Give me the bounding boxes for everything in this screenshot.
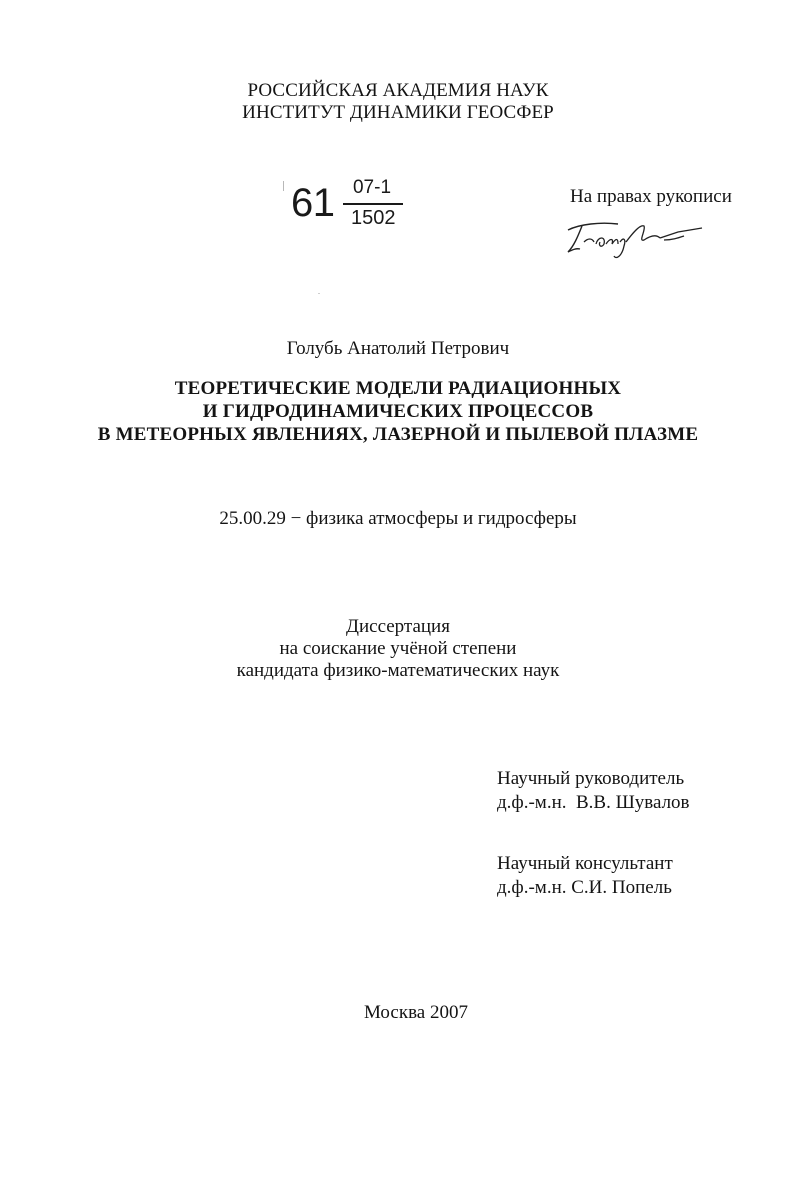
institution-institute: ИНСТИТУТ ДИНАМИКИ ГЕОСФЕР (242, 102, 554, 123)
manuscript-rights-note: На правах рукописи (570, 186, 732, 207)
institution-academy: РОССИЙСКАЯ АКАДЕМИЯ НАУК (247, 80, 549, 101)
scan-speck (318, 293, 320, 294)
library-stamp (291, 178, 421, 238)
document-type: Диссертация (346, 616, 450, 637)
stamp-fraction-rule (343, 203, 403, 205)
specialty-code: 25.00.29 − физика атмосферы и гидросферы (219, 508, 577, 529)
supervisor-name: д.ф.-м.н. В.В. Шувалов (497, 792, 690, 813)
supervisor-block (497, 767, 690, 815)
stamp-numerator: 07-1 (352, 177, 392, 198)
author-name: Голубь Анатолий Петрович (286, 338, 510, 359)
author-signature (560, 212, 710, 262)
thesis-title-line-2: И ГИДРОДИНАМИЧЕСКИХ ПРОЦЕССОВ (202, 401, 594, 422)
consultant-name: д.ф.-м.н. С.И. Попель (497, 877, 672, 898)
consultant-role: Научный консультант (497, 853, 673, 874)
place-and-year: Москва 2007 (364, 1002, 468, 1023)
stamp-denominator: 1502 (351, 207, 396, 229)
consultant-block (497, 852, 673, 900)
thesis-title-line-3: В МЕТЕОРНЫХ ЯВЛЕНИЯХ, ЛАЗЕРНОЙ И ПЫЛЕВОЙ ПЛАЗМЕ (97, 424, 699, 445)
scan-mark (283, 181, 284, 191)
degree-purpose: на соискание учёной степени (279, 638, 517, 659)
thesis-title-line-1: ТЕОРЕТИЧЕСКИЕ МОДЕЛИ РАДИАЦИОННЫХ (174, 378, 622, 399)
degree-field: кандидата физико-математических наук (236, 660, 560, 681)
stamp-main-number: 61 (291, 181, 335, 225)
supervisor-role: Научный руководитель (497, 768, 685, 789)
